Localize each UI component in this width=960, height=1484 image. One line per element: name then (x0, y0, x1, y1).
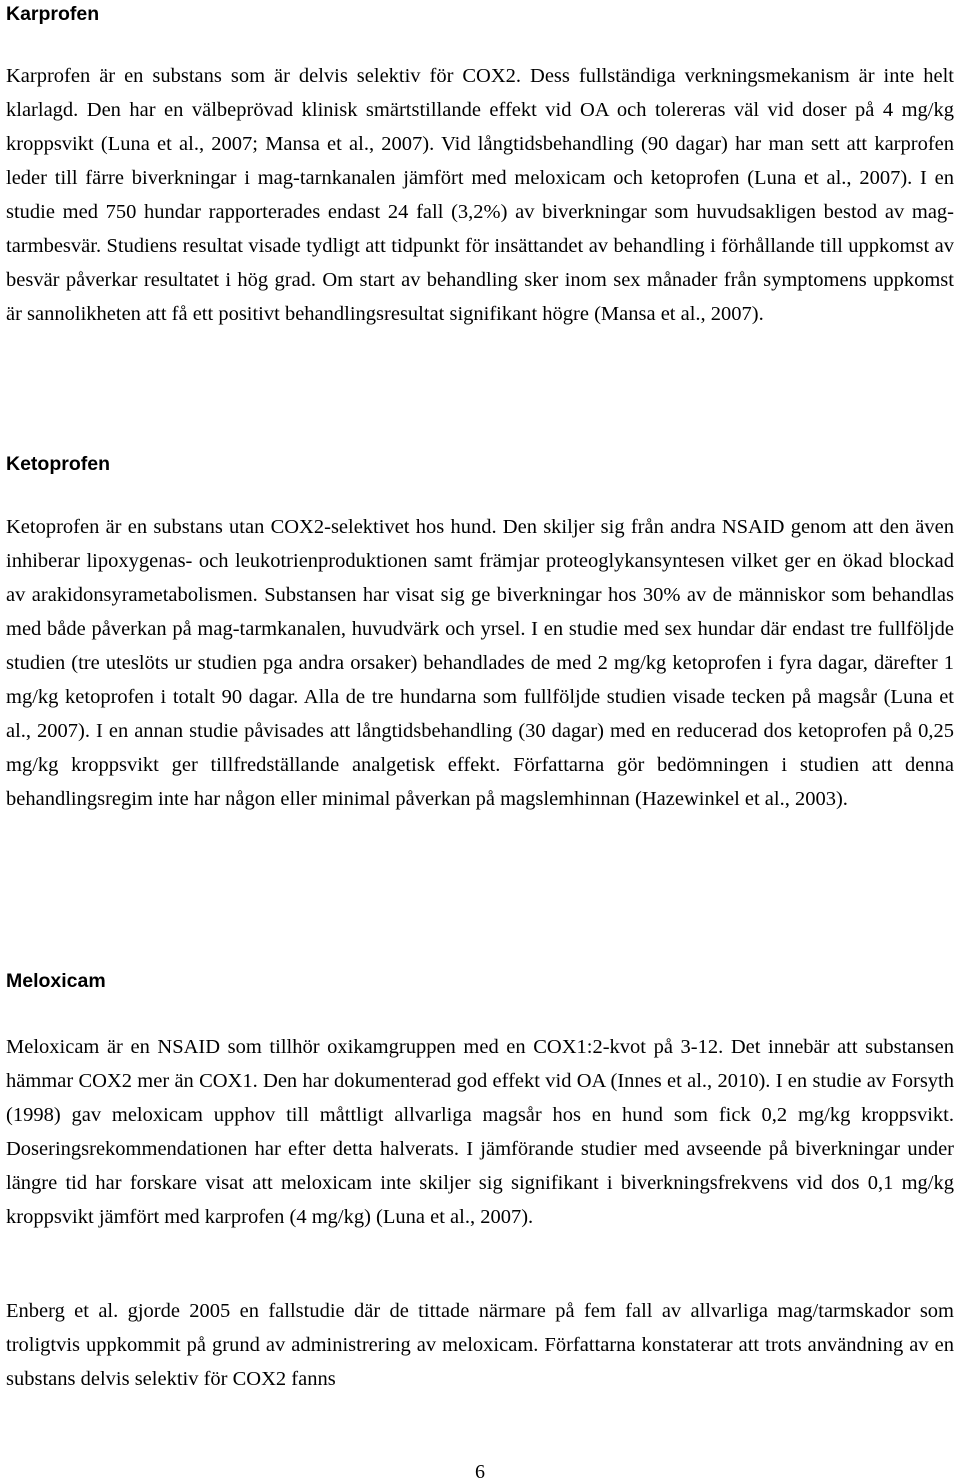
paragraph-karprofen: Karprofen är en substans som är delvis selektiv för COX2. Dess fullständiga verkningsmekanism är inte helt klarlagd. Den har en välbeprövad klinisk smärtstillande effekt vid OA och tolereras väl vid doser på 4 mg/kg kroppsvikt (Luna et al., 2007; Mansa et al., 2007). Vid långtidsbehandling (90 dagar) har man sett att karprofen leder till färre biverkningar i mag-tarnkanalen jämfört med meloxicam och ketoprofen (Luna et al., 2007). I en studie med 750 hundar rapporterades endast 24 fall (3,2%) av biverkningar som huvudsakligen bestod av mag-tarmbesvär. Studiens resultat visade tydligt att tidpunkt för insättandet av behandling i förhållande till uppkomst av besvär påverkar resultatet i hög grad. Om start av behandling sker inom sex månader från symptomens uppkomst är sannolikheten att få ett positivt behandlingsresultat signifikant högre (Mansa et al., 2007). (6, 65, 954, 325)
page-number: 6 (475, 1461, 485, 1483)
paragraph-meloxicam: Meloxicam är en NSAID som tillhör oxikamgruppen med en COX1:2-kvot på 3-12. Det innebär att substansen hämmar COX2 mer än COX1. Den har dokumenterad god effekt vid OA (Innes et al., 2010). I en studie av Forsyth (1998) gav meloxicam upphov till måttligt allvarliga magsår hos en hund som fick 0,2 mg/kg kroppsvikt. Doseringsrekommendationen har efter detta halverats. I jämförande studier med avseende på biverkningar under längre tid har forskare visat att meloxicam inte skiljer sig signifikant i biverkningsfrekvens vid dos 0,1 mg/kg kroppsvikt jämfört med karprofen (4 mg/kg) (Luna et al., 2007). (6, 1036, 954, 1228)
heading-ketoprofen: Ketoprofen (6, 453, 110, 475)
paragraph-ketoprofen: Ketoprofen är en substans utan COX2-selektivet hos hund. Den skiljer sig från andra NSAID genom att den även inhiberar lipoxygenas- och leukotrienproduktionen samt främjar proteoglykansyntesen vilket ger en ökad blockad av arakidonsyrametabolismen. Substansen har visat sig ge biverkningar hos 30% av de människor som behandlas med både påverkan på mag-tarmkanalen, huvudvärk och yrsel. I en studie med sex hundar där endast tre fullföljde studien (tre uteslöts ur studien pga andra orsaker) behandlades de med 2 mg/kg ketoprofen i fyra dagar, därefter 1 mg/kg ketoprofen i totalt 90 dagar. Alla de tre hundarna som fullföljde studien visade tecken på magsår (Luna et al., 2007). I en annan studie påvisades att långtidsbehandling (30 dagar) med en reducerad dos ketoprofen på 0,25 mg/kg kroppsvikt ger tillfredställande analgetisk effekt. Författarna gör bedömningen i studien att denna behandlingsregim inte har någon eller minimal påverkan på magslemhinnan (Hazewinkel et al., 2003). (6, 516, 954, 810)
heading-meloxicam: Meloxicam (6, 970, 106, 992)
heading-karprofen: Karprofen (6, 3, 100, 25)
document-page (6, 0, 954, 1484)
paragraph-enberg: Enberg et al. gjorde 2005 en fallstudie där de tittade närmare på fem fall av allvarliga mag/tarmskador som troligtvis uppkommit på grund av administrering av meloxicam. Författarna konstaterar att trots användning av en substans delvis selektiv för COX2 fanns (6, 1300, 954, 1390)
